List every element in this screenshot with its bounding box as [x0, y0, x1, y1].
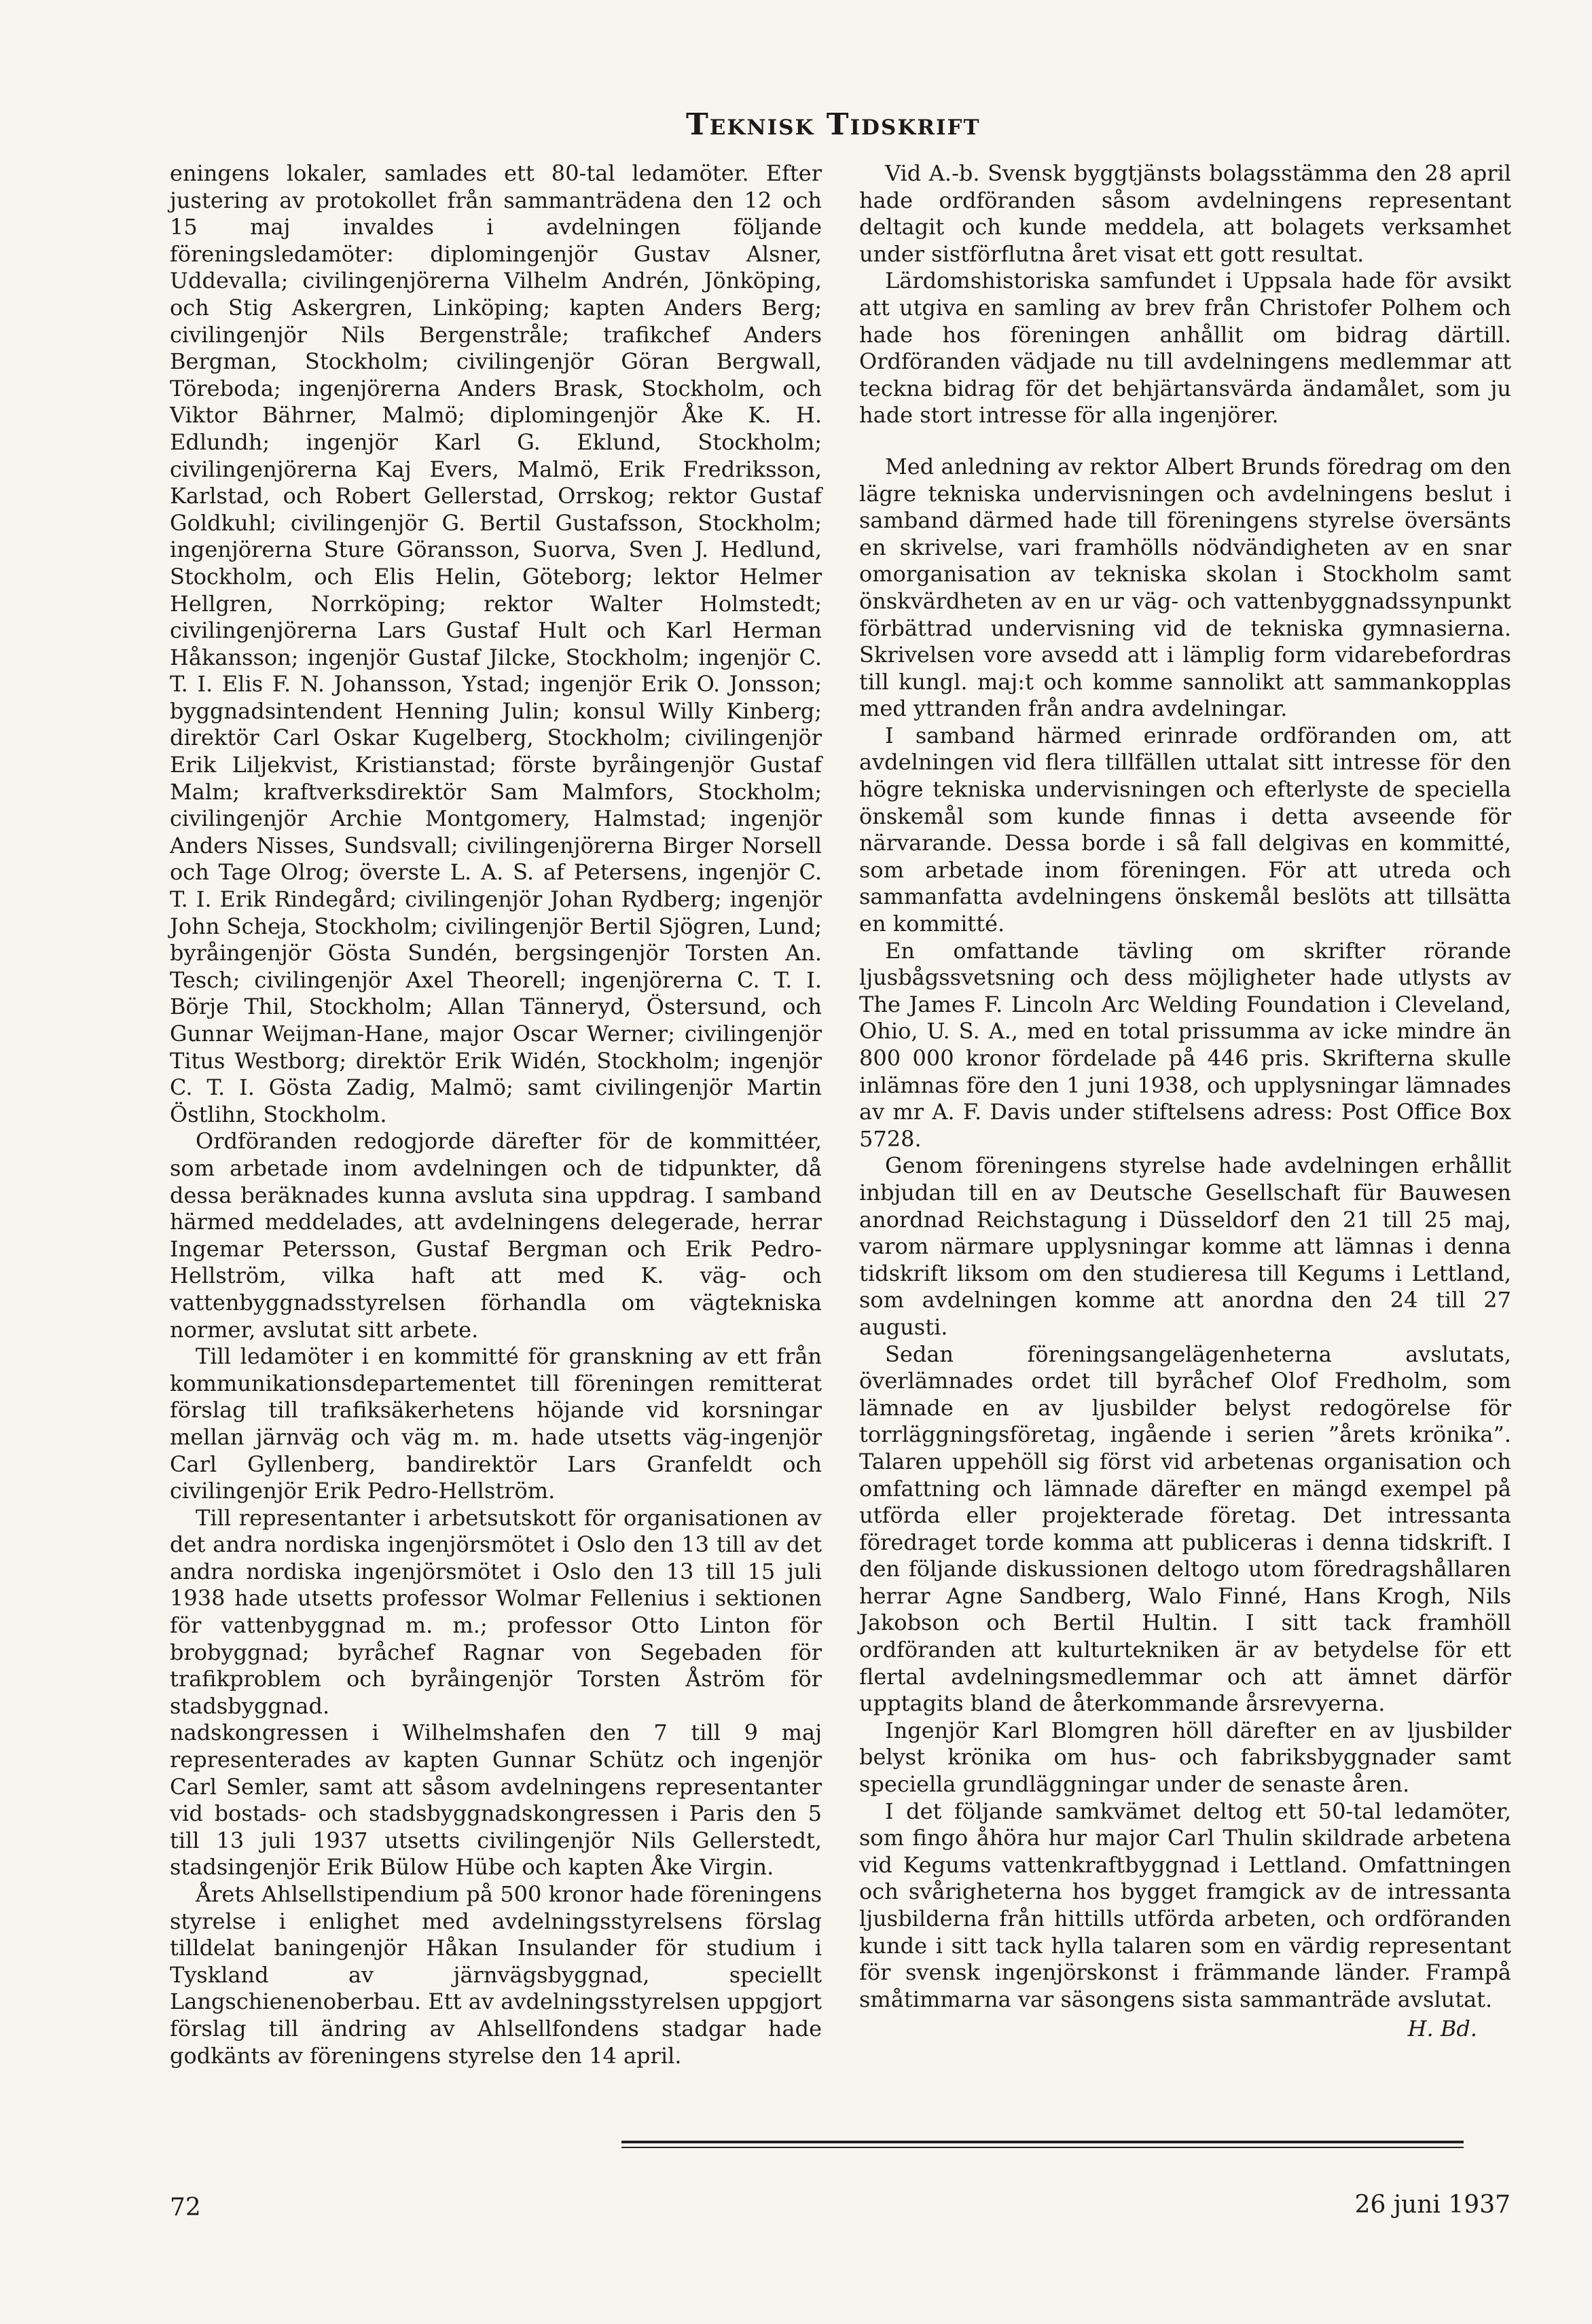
paragraph: eningens lokaler, samlades ett 80-tal ledamöter. Efter justering av protokollet från sammanträdena den 12 och 15 maj invaldes i avdelningen följande föreningsledamöter: diplomingenjör Gustav Alsner, Uddevalla; civilingenjörerna Vilhelm Andrén, Jönköping, och Stig Askergren, Linköping; kapten Anders Berg; civilingenjör Nils Bergenstråle; trafikchef Anders Bergman, Stockholm; civilingenjör Göran Bergwall, Töreboda; ingenjörerna Anders Brask, Stockholm, och Viktor Bährner, Malmö; diplomingenjör Åke K. H. Edlundh; ingenjör Karl G. Eklund, Stockholm; civilingenjörerna Kaj Evers, Malmö, Erik Fredriksson, Karlstad, och Robert Gellerstad, Orrskog; rektor Gustaf Goldkuhl; civilingenjör G. Bertil Gustafsson, Stockholm; ingenjörerna Sture Göransson, Suorva, Sven J. Hedlund, Stockholm, och Elis Helin, Göteborg; lektor Helmer Hellgren, Norrköping; rektor Walter Holmstedt; civilingenjörerna Lars Gustaf Hult och Karl Herman Håkansson; ingenjör Gustaf Jilcke, Stockholm; ingenjör C. T. I. Elis F. N. Johansson, Ystad; ingenjör Erik O. Jonsson; byggnadsintendent Henning Julin; konsul Willy Kinberg; direktör Carl Oskar Kugelberg, Stockholm; civilingenjör Erik Liljekvist, Kristianstad; förste byråingenjör Gustaf Malm; kraftverksdirektör Sam Malmfors, Stockholm; civilingenjör Archie Montgomery, Halmstad; ingenjör Anders Nisses, Sundsvall; civilingenjörerna Birger Norsell och Tage Olrog; överste L. A. S. af Petersens, ingenjör C. T. I. Erik Rindegård; civilingenjör Johan Rydberg; ingenjör John Scheja, Stockholm; civilingenjör Bertil Sjögren, Lund; byråingenjör Gösta Sundén, bergsingenjör Torsten An. Tesch; civilingenjör Axel Theorell; ingenjörerna C. T. I. Börje Thil, Stockholm; Allan Tänneryd, Östersund, och Gunnar Weijman-Hane, major Oscar Werner; civilingenjör Titus Westborg; direktör Erik Widén, Stockholm; ingenjör C. T. I. Gösta Zadig, Malmö; samt civilingenjör Martin Östlihn, Stockholm. [170, 160, 822, 1127]
paragraph: En omfattande tävling om skrifter rörande ljusbågssvetsning och dess möjligheter hade utlysts av The James F. Lincoln Arc Welding Foundation i Cleveland, Ohio, U. S. A., med en total prissumma av icke mindre än 800 000 kronor fördelade på 446 pris. Skrifterna skulle inlämnas före den 1 juni 1938, och upplysningar lämnades av mr A. F. Davis under stiftelsens adress: Post Office Box 5728. [859, 937, 1511, 1152]
paragraph: Till ledamöter i en kommitté för granskning av ett från kommunikationsdepartementet till föreningen remitterat förslag till trafiksäkerhetens höjande vid korsningar mellan järnväg och väg m. m. hade utsetts väg-ingenjör Carl Gyllenberg, bandirektör Lars Granfeldt och civilingenjör Erik Pedro-Hellström. [170, 1343, 822, 1504]
paragraph: Till representanter i arbetsutskott för organisationen av det andra nordiska ingenjörsmötet i Oslo den 13 till av det andra nordiska ingenjörsmötet i Oslo den 13 till 15 juli 1938 hade utsetts professor Wolmar Fellenius i sektionen för vattenbyggnad m. m.; professor Otto Linton för brobyggnad; byråchef Ragnar von Segebaden för trafikproblem och byråingenjör Torsten Åström för stadsbyggnad. [170, 1504, 822, 1719]
journal-title: Teknisk Tidskrift [686, 107, 981, 142]
left-column [170, 160, 822, 2069]
footer-rule [621, 2141, 1464, 2148]
paragraph: I det följande samkvämet deltog ett 50-tal ledamöter, som fingo åhöra hur major Carl Thulin skildrade arbetena vid Kegums vattenkraftbyggnad i Lettland. Omfattningen och svårigheterna hos bygget framgick av de intressanta ljusbilderna från hittills utförda arbeten, och ordföranden kunde i sitt tack hylla talaren som en värdig representant för svensk ingenjörskonst i främmande länder. Frampå småtimmarna var säsongens sista sammanträde avslutat. [859, 1798, 1511, 2012]
paragraph: Genom föreningens styrelse hade avdelningen erhållit inbjudan till en av Deutsche Gesellschaft für Bauwesen anordnad Reichstagung i Düsseldorf den 21 till 25 maj, varom närmare upplysningar komme att lämnas i denna tidskrift liksom om den studieresa till Kegums i Lettland, som avdelningen komme att anordna den 24 till 27 augusti. [859, 1152, 1511, 1340]
paragraph: Ingenjör Karl Blomgren höll därefter en av ljusbilder belyst krönika om hus- och fabriksbyggnader samt speciella grundläggningar under de senaste åren. [859, 1717, 1511, 1798]
author-signature: H. Bd. [1407, 2016, 1477, 2042]
paragraph: nadskongressen i Wilhelmshafen den 7 till 9 maj representerades av kapten Gunnar Schütz och ingenjör Carl Semler, samt att såsom avdelningens representanter vid bostads- och stadsbyggnadskongressen i Paris den 5 till 13 juli 1937 utsetts civilingenjör Nils Gellerstedt, stadsingenjör Erik Bülow Hübe och kapten Åke Virgin. [170, 1720, 822, 1881]
page-number: 72 [170, 2194, 201, 2221]
paragraph: I samband härmed erinrade ordföranden om, att avdelningen vid flera tillfällen uttalat sitt intresse för den högre tekniska undervisningen och efterlyste de speciella önskemål som kunde finnas i detta avseende för närvarande. Dessa borde i så fall delgivas en kommitté, som arbetade inom föreningen. För att utreda och sammanfatta avdelningens önskemål beslöts att tillsätta en kommitté. [859, 722, 1511, 937]
paragraph: Sedan föreningsangelägenheterna avslutats, överlämnades ordet till byråchef Olof Fredholm, som lämnade en av ljusbilder belyst redogörelse för torrläggningsföretag, ingående i serien ”årets krönika”. Talaren uppehöll sig först vid arbetenas organisation och omfattning och lämnade därefter en mängd exempel på utförda eller projekterade företag. Det intressanta föredraget torde komma att publiceras i denna tidskrift. I den följande diskussionen deltogo utom föredragshållaren herrar Agne Sandberg, Walo Finné, Hans Krogh, Nils Jakobson och Bertil Hultin. I sitt tack framhöll ordföranden att kulturtekniken är av betydelse för ett flertal avdelningsmedlemmar och att ämnet därför upptagits bland de återkommande årsrevyerna. [859, 1341, 1511, 1717]
paragraph: Årets Ahlsellstipendium på 500 kronor hade föreningens styrelse i enlighet med avdelningsstyrelsens förslag tilldelat baningenjör Håkan Insulander för studium i Tyskland av järnvägsbyggnad, speciellt Langschienenoberbau. Ett av avdelningsstyrelsen uppgjort förslag till ändring av Ahlsellfondens stadgar hade godkänts av föreningens styrelse den 14 april. [170, 1881, 822, 2069]
paragraph: Lärdomshistoriska samfundet i Uppsala hade för avsikt att utgiva en samling av brev från Christofer Polhem och hade hos föreningen anhållit om bidrag därtill. Ordföranden vädjade nu till avdelningens medlemmar att teckna bidrag för det behjärtansvärda ändamålet, som ju hade stort intresse för alla ingenjörer. [859, 268, 1511, 429]
paragraph: Med anledning av rektor Albert Brunds föredrag om den lägre tekniska undervisningen och avdelningens beslut i samband därmed hade till föreningens styrelse översänts en skrivelse, vari framhölls nödvändigheten av en snar omorganisation av tekniska skolan i Stockholm samt önskvärdheten av en ur väg- och vattenbyggnadssynpunkt förbättrad undervisning vid de tekniska gymnasierna. Skrivelsen vore avsedd att i lämplig form vidarebefordras till kungl. maj:t och komme sannolikt att sammankopplas med yttranden från andra avdelningar. [859, 453, 1511, 722]
issue-date: 26 juni 1937 [1354, 2191, 1510, 2219]
right-column [859, 160, 1511, 2043]
paragraph: Ordföranden redogjorde därefter för de kommittéer, som arbetade inom avdelningen och de tidpunkter, då dessa beräknades kunna avsluta sina uppdrag. I samband härmed meddelades, att avdelningens delegerade, herrar Ingemar Petersson, Gustaf Bergman och Erik Pedro-Hellström, vilka haft att med K. väg- och vattenbyggnadsstyrelsen förhandla om vägtekniska normer, avslutat sitt arbete. [170, 1128, 822, 1343]
paragraph: Vid A.-b. Svensk byggtjänsts bolagsstämma den 28 april hade ordföranden såsom avdelningens representant deltagit och kunde meddela, att bolagets verksamhet under sistförflutna året visat ett gott resultat. [859, 160, 1511, 267]
